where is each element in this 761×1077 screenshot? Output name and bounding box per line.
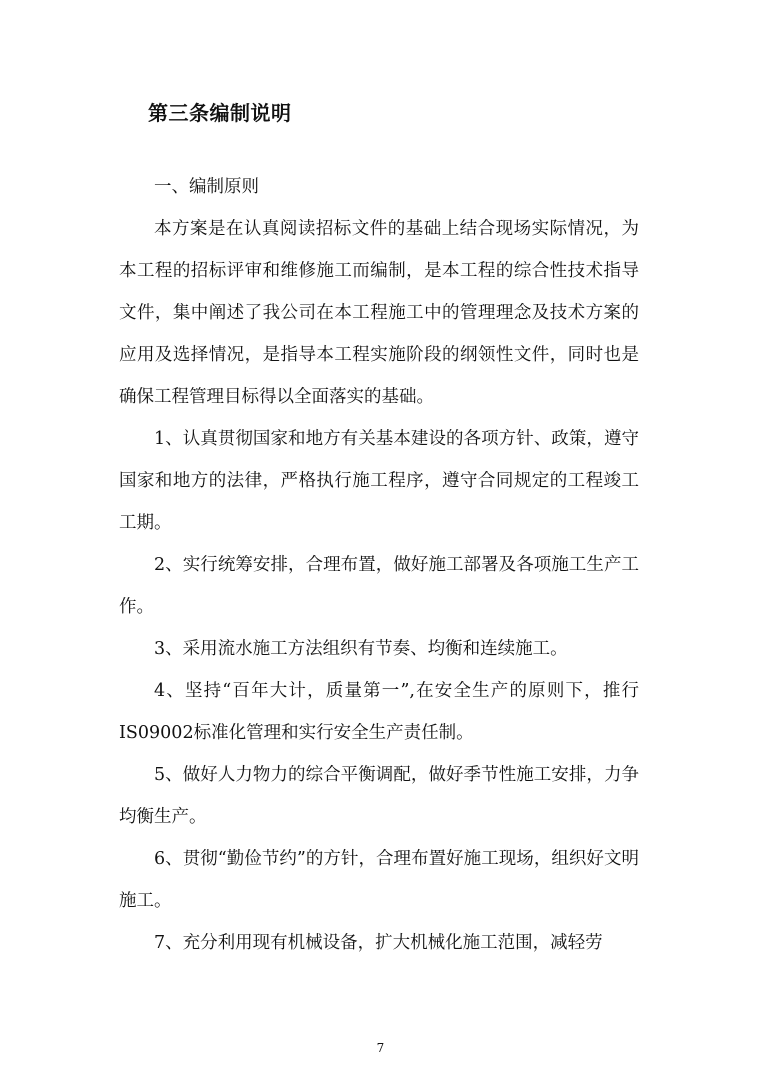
body-paragraph: 本方案是在认真阅读招标文件的基础上结合现场实际情况，为本工程的招标评审和维修施工而编制，是本工程的综合性技术指导文件，集中阐述了我公司在本工程施工中的管理理念及技术方案的应用及选择情况，是指导本工程实施阶段的纲领性文件，同时也是确保工程管理目标得以全面落实的基础。 [119, 219, 639, 407]
principle-item-1: 1、认真贯彻国家和地方有关基本建设的各项方针、政策，遵守国家和地方的法律，严格执行施工程序，遵守合同规定的工程竣工工期。 [119, 429, 639, 533]
principle-item-3: 3、采用流水施工方法组织有节奏、均衡和连续施工。 [154, 639, 568, 659]
principle-item-7: 7、充分利用现有机械设备，扩大机械化施工范围，减轻劳 [154, 933, 603, 953]
document-body [119, 166, 639, 964]
principle-item-5: 5、做好人力物力的综合平衡调配，做好季节性施工安排，力争均衡生产。 [119, 765, 639, 827]
principle-item-4: 4、坚持“百年大计，质量第一”,在安全生产的原则下，推行IS09002标准化管理和实行安全生产责任制。 [119, 681, 639, 743]
page-number: 7 [376, 1041, 385, 1055]
principle-item-6: 6、贯彻“勤俭节约”的方针，合理布置好施工现场，组织好文明施工。 [119, 849, 639, 911]
principle-item-2: 2、实行统筹安排，合理布置，做好施工部署及各项施工生产工作。 [119, 555, 639, 617]
subsection-title: 一、编制原则 [154, 177, 259, 197]
section-heading: 第三条编制说明 [148, 101, 292, 125]
